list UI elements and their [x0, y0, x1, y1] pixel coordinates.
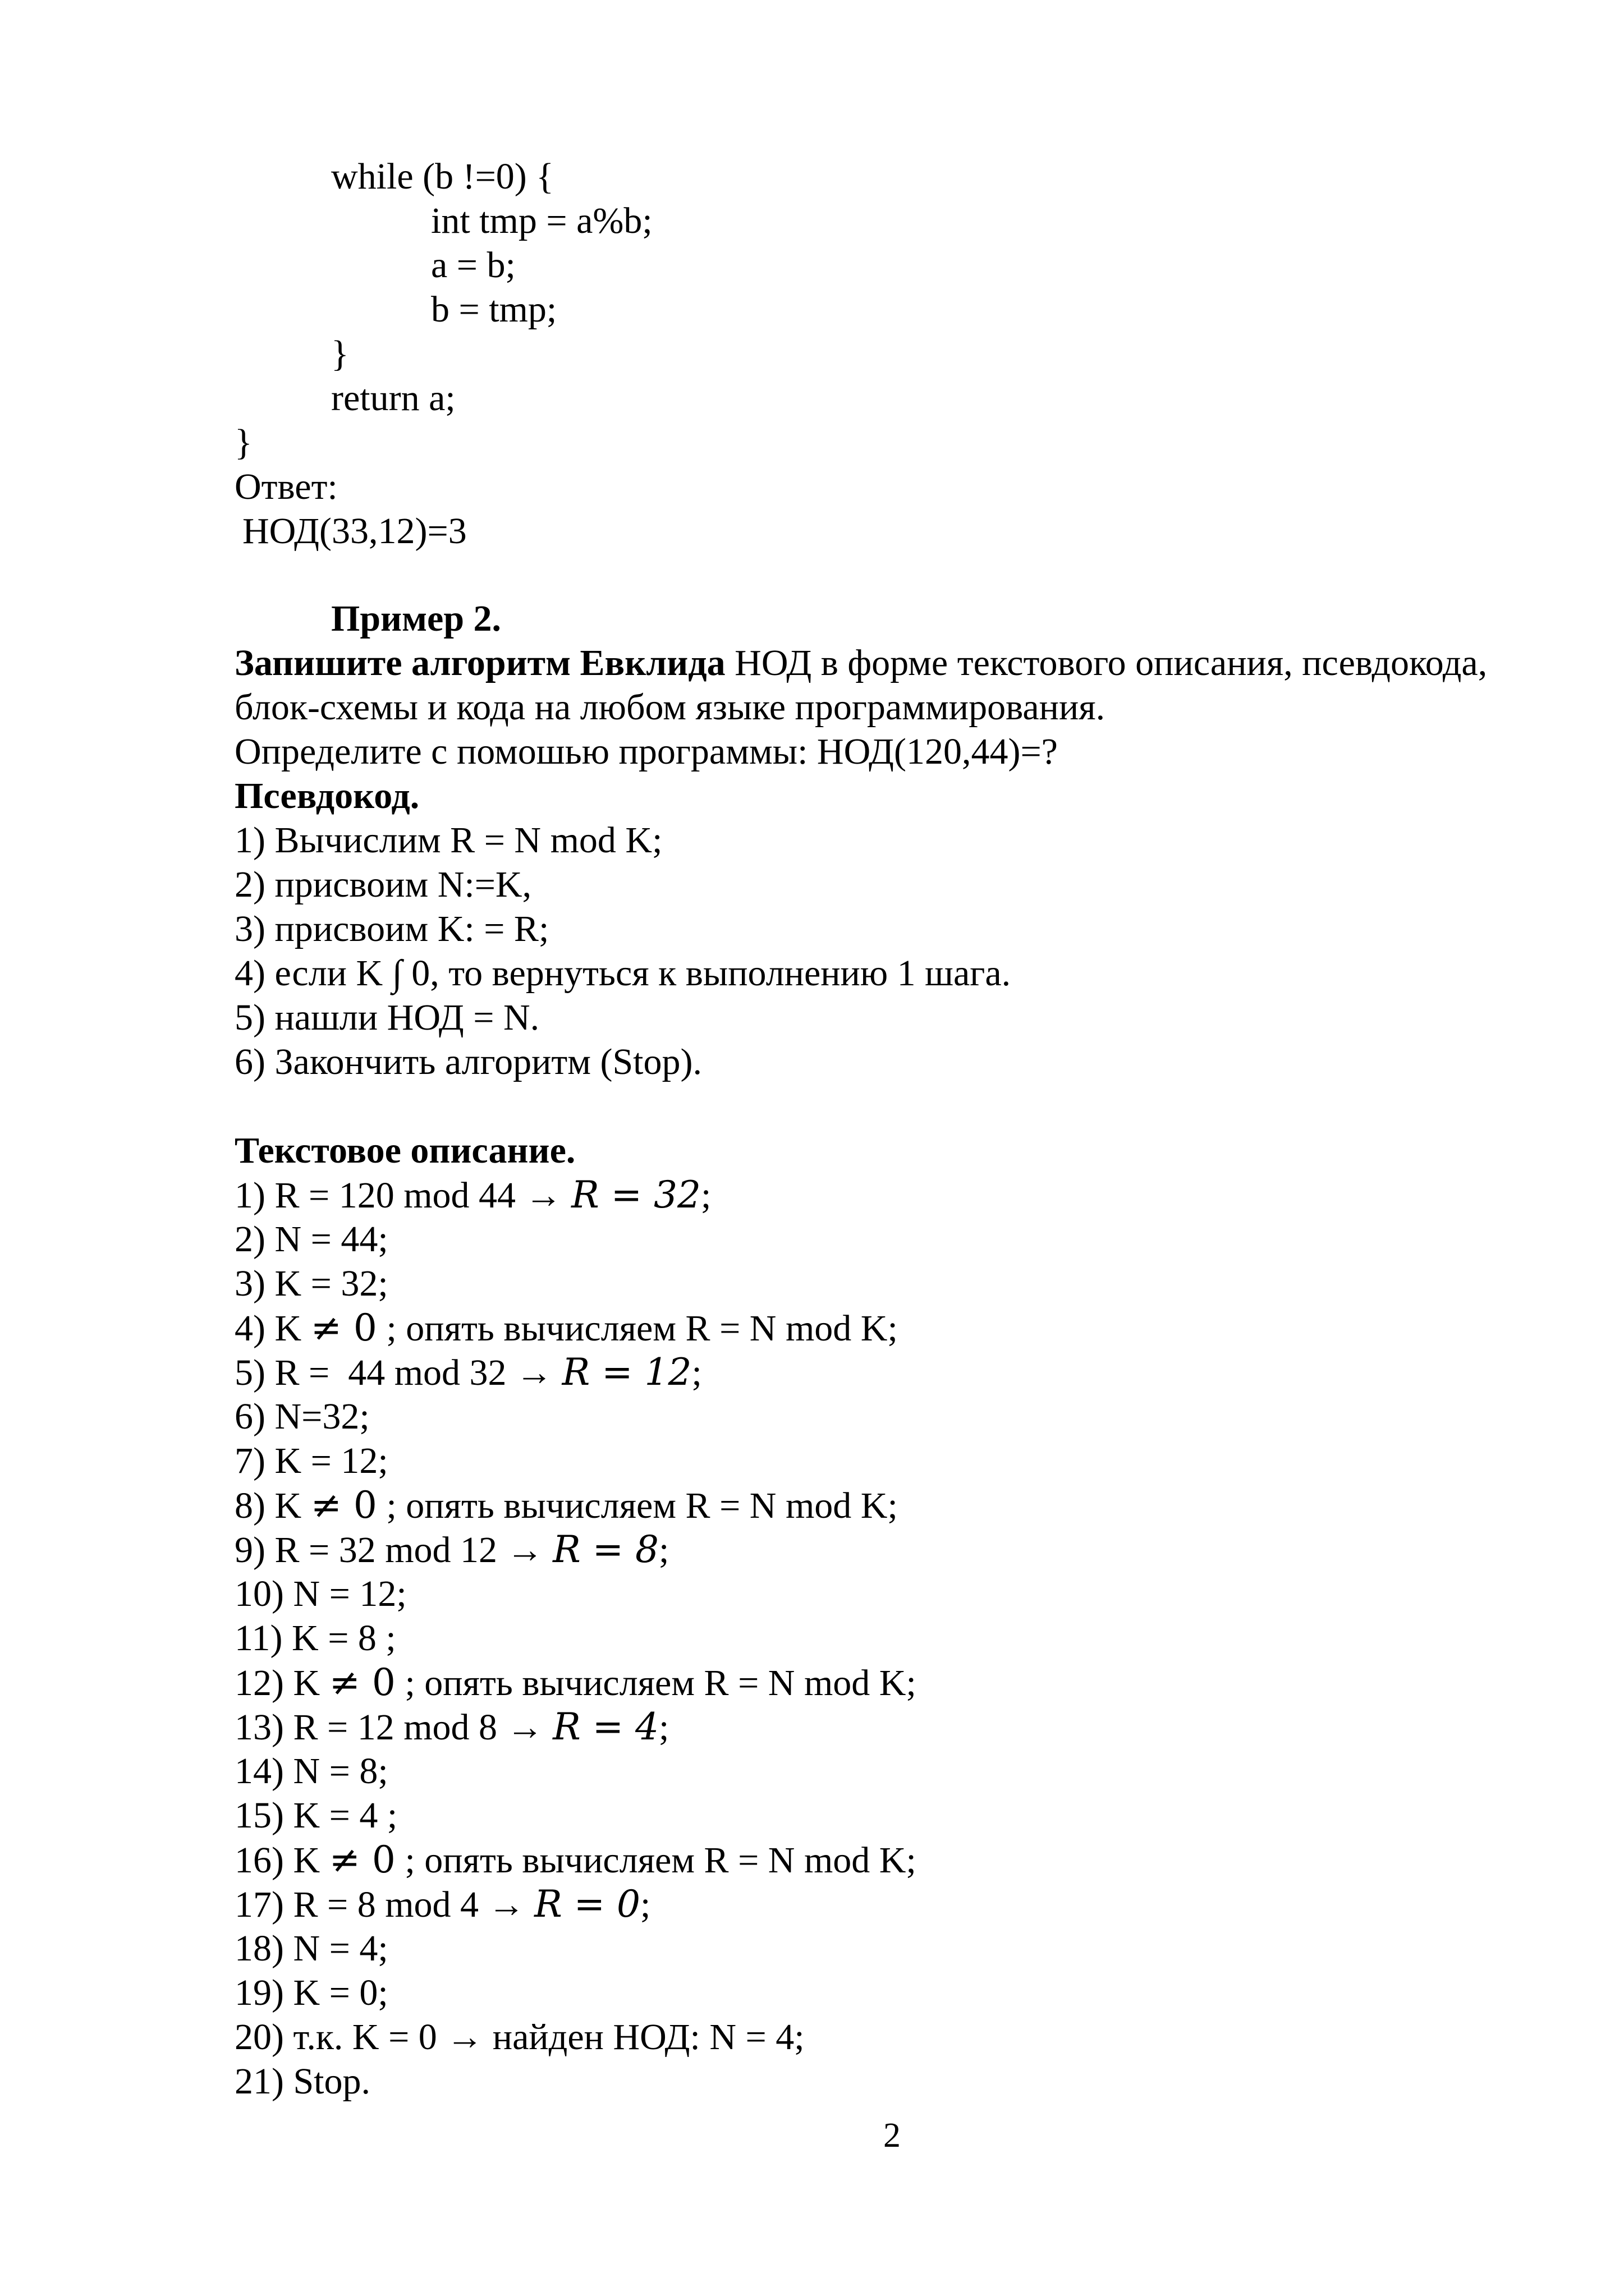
- description-step: [235, 1351, 702, 1394]
- step-text: 9) R = 32 mod 12 →: [235, 1530, 553, 1571]
- code-tmp-line: int tmp = a%b;: [431, 200, 653, 241]
- step-text: ; опять вычисляем R = N mod K;: [377, 1485, 898, 1526]
- step-text: ;: [691, 1352, 702, 1393]
- description-step: 19) K = 0;: [235, 1972, 388, 2013]
- example-task-rest: НОД в форме текстового описания, псевдокода,: [725, 642, 1488, 683]
- description-step: 6) N=32;: [235, 1396, 370, 1437]
- step-text: 13) R = 12 mod 8 →: [235, 1707, 553, 1748]
- step-text: 17) R = 8 mod 4 →: [235, 1884, 535, 1925]
- example-task-line1: [235, 642, 1488, 683]
- answer-value: НОД(33,12)=3: [242, 511, 467, 552]
- step-text: ;: [640, 1884, 651, 1925]
- description-heading: Текстовое описание.: [235, 1130, 576, 1171]
- step-math: ≠ 0: [310, 1484, 377, 1527]
- step-math: ≠ 0: [310, 1306, 377, 1349]
- answer-label: Ответ:: [235, 466, 338, 507]
- step-text: ;: [701, 1175, 712, 1216]
- step-math: R = 32: [571, 1173, 701, 1216]
- step-text: ;: [659, 1707, 669, 1748]
- code-outer-close: }: [235, 422, 253, 463]
- step-text: 1) R = 120 mod 44 →: [235, 1175, 572, 1216]
- example-heading: Пример 2.: [331, 598, 502, 639]
- description-step: [235, 1882, 651, 1926]
- description-step: 20) т.к. K = 0 → найден НОД: N = 4;: [235, 2017, 805, 2058]
- code-assign-a: a = b;: [431, 245, 516, 286]
- step-text: 4) K: [235, 1308, 311, 1349]
- description-step: [235, 1173, 712, 1216]
- step-text: ;: [659, 1530, 669, 1571]
- description-step: 10) N = 12;: [235, 1573, 407, 1614]
- pseudocode-step: 1) Вычислим R = N mod K;: [235, 820, 663, 861]
- page-number: 2: [883, 2116, 901, 2155]
- description-step: [235, 1661, 916, 1704]
- pseudocode-step: 2) присвоим N:=K,: [235, 864, 532, 905]
- pseudocode-step: 6) Закончить алгоритм (Stop).: [235, 1041, 702, 1082]
- description-step: 2) N = 44;: [235, 1219, 388, 1260]
- description-step: [235, 1528, 669, 1571]
- code-assign-b: b = tmp;: [431, 289, 557, 330]
- example-task-line2: блок-схемы и кода на любом языке программирования.: [235, 687, 1105, 728]
- step-math: ≠ 0: [329, 1838, 396, 1881]
- pseudocode-step: 3) присвоим K: = R;: [235, 908, 549, 949]
- step-text: ; опять вычисляем R = N mod K;: [395, 1840, 916, 1881]
- step-text: ; опять вычисляем R = N mod K;: [395, 1663, 916, 1703]
- step-math: R = 0: [534, 1882, 641, 1926]
- step-math: R = 4: [553, 1705, 659, 1748]
- description-step: 15) K = 4 ;: [235, 1795, 398, 1836]
- description-step: [235, 1838, 916, 1881]
- step-text: 12) K: [235, 1663, 329, 1703]
- step-text: ; опять вычисляем R = N mod K;: [377, 1308, 898, 1349]
- description-step: [235, 1484, 898, 1527]
- description-step: [235, 1306, 898, 1349]
- step-text: 8) K: [235, 1485, 311, 1526]
- pseudocode-step: 4) если K ∫ 0, то вернуться к выполнению 1 шага.: [235, 953, 1011, 994]
- description-step: 7) K = 12;: [235, 1440, 388, 1481]
- example-task-line3: Определите с помошью программы: НОД(120,44)=?: [235, 731, 1058, 772]
- description-step: 11) K = 8 ;: [235, 1618, 396, 1659]
- step-math: R = 8: [553, 1528, 659, 1571]
- description-step: 3) K = 32;: [235, 1263, 388, 1304]
- code-inner-close: }: [331, 333, 349, 374]
- pseudocode-step: 5) нашли НОД = N.: [235, 997, 540, 1038]
- step-math: ≠ 0: [329, 1661, 396, 1704]
- code-return-line: return a;: [331, 378, 456, 419]
- description-step: 18) N = 4;: [235, 1928, 388, 1969]
- pseudocode-heading: Псевдокод.: [235, 775, 420, 816]
- description-step: 14) N = 8;: [235, 1751, 388, 1792]
- example-task-bold: Запишите алгоритм Евклида: [235, 642, 726, 683]
- step-text: 5) R = 44 mod 32 →: [235, 1352, 562, 1393]
- code-while-line: while (b !=0) {: [331, 156, 554, 197]
- step-math: R = 12: [562, 1351, 692, 1394]
- description-step: [235, 1705, 669, 1748]
- description-step: 21) Stop.: [235, 2061, 371, 2102]
- step-text: 16) K: [235, 1840, 329, 1881]
